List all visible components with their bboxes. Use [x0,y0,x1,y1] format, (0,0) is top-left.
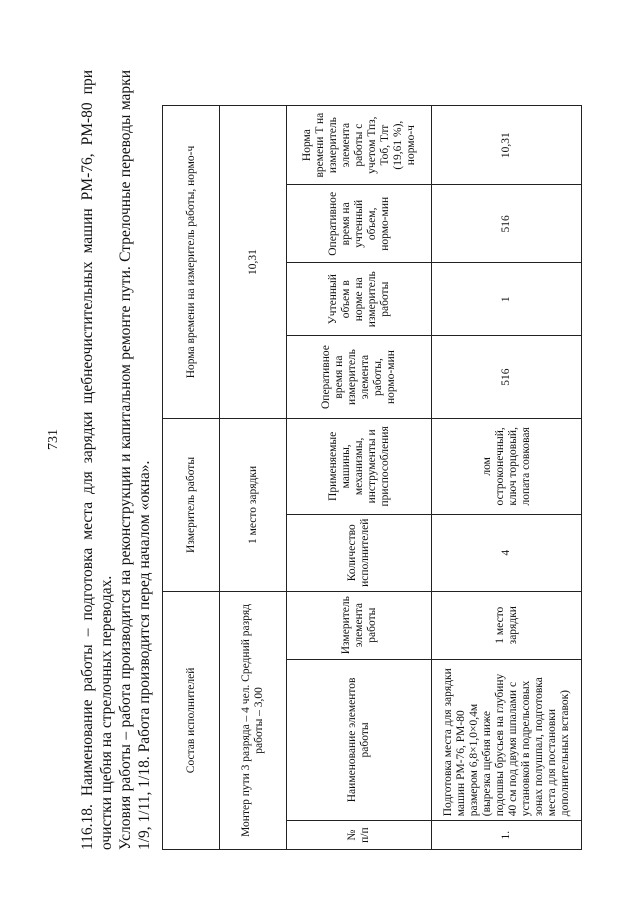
col-num: № п/п [287,821,432,850]
row1-op-time: 516 [432,336,582,419]
row1-izm: 1 место зарядки [432,591,582,659]
row1-name: Подготовка места для зарядки машин РМ-76, РМ-80 размером 6,8×1,0×0,4м (вырезка щебня ниже подошвы брусьев на глубину 40 см под двумя шпалами с установкой в подрельсовых зонах полушпал, подготовка места для постановки дополнительных вставок) [432,659,582,821]
row1-norma-t: 10,31 [432,106,582,185]
row1-num: 1. [432,821,582,850]
norm-table [162,105,582,850]
table-column-row [287,106,432,850]
table-summary-row [220,106,287,850]
table-row [432,106,582,850]
heading-line-2: Условия работы – работа производится на реконструкции и капитальном ремонте пути. Стрелочные переводы марки 1/9, 1/11, 1/18. Работа производится перед началом «окна». [117,70,153,850]
col-name: Наименование элементов работы [287,659,432,821]
norma-value: 10,31 [220,106,287,419]
col-op-norm: Оперативное время на учтенный объем, нормо-мин [287,185,432,263]
row1-qty: 4 [432,514,582,591]
table-header-row [163,106,220,850]
col-count-vol: Учтенный объем в норме на измеритель работы [287,263,432,336]
col-op-time: Оперативное время на измеритель элемента работы, нормо-мин [287,336,432,419]
col-tools: Применяемые машины, механизмы, инструменты и приспособления [287,419,432,515]
page-number: 731 [46,429,61,450]
sostav-value: Монтер пути 3 разряда – 4 чел. Средний разряд работы – 3,00 [220,591,287,849]
header-norma: Норма времени на измеритель работы, нормо-ч [163,106,220,419]
col-norma-t: Норма времени T на измеритель элемента работы с учетом Тпз, Тоб, Тлт (19,61 %), нормо-ч [287,106,432,185]
izmeritel-value: 1 место зарядки [220,419,287,592]
header-sostav: Состав исполнителей [163,591,220,849]
row1-tools: лом остроконечный, ключ торцовый, лопата совковая [432,419,582,515]
row1-op-norm: 516 [432,185,582,263]
heading [78,70,154,850]
col-qty: Количество исполнителей [287,514,432,591]
col-izm-el: Измеритель элемента работы [287,591,432,659]
row1-count-vol: 1 [432,263,582,336]
heading-line-1: 116.18. Наименование работы – подготовка места для зарядки щебнеочистительных машин РМ-76, РМ-80 при очистки щебня на стрелочных переводах. [79,70,115,850]
rotated-document [78,70,578,850]
header-izmeritel: Измеритель работы [163,419,220,592]
